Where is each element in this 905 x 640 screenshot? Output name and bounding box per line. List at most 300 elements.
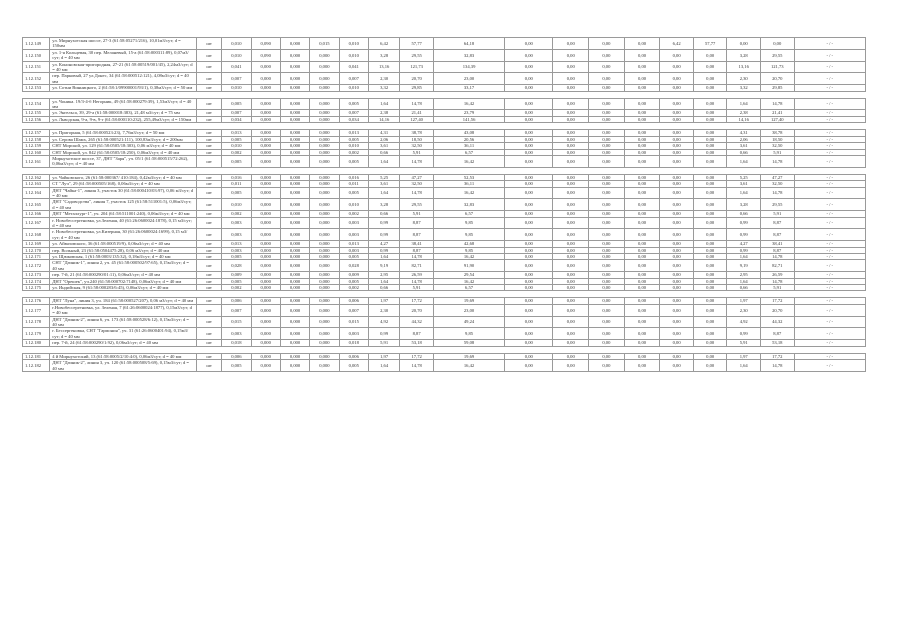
value-cell: 0,000	[310, 61, 339, 73]
value-cell: 0,000	[310, 285, 339, 291]
value-cell: 0,66	[368, 285, 399, 291]
value-cell: 0,018	[339, 340, 368, 346]
value-cell: 0,99	[368, 229, 399, 241]
value-cell: 0,013	[222, 241, 251, 247]
value-cell: 2,38	[368, 110, 399, 116]
value-cell: 0,000	[310, 328, 339, 340]
value-cell: 0,000	[310, 85, 339, 91]
value-cell: 3,32	[368, 85, 399, 91]
row-number-cell: 1.12.174	[23, 278, 50, 284]
unit-cell: шт	[197, 272, 222, 278]
value-cell: 0,010	[222, 199, 251, 211]
value-cell: 0,00	[553, 187, 589, 199]
value-cell: 0,00	[553, 217, 589, 229]
note-cell: - / -	[794, 73, 865, 85]
value-cell: 0,000	[310, 110, 339, 116]
value-cell: 0,00	[624, 61, 660, 73]
value-cell: 0,009	[339, 272, 368, 278]
value-cell: 23,00	[433, 304, 504, 316]
unit-cell: шт	[197, 110, 222, 116]
value-cell: 0,018	[222, 340, 251, 346]
value-cell: 14,78	[400, 360, 434, 372]
value-cell: 14,78	[400, 254, 434, 260]
value-cell: 0,00	[660, 110, 694, 116]
value-cell: 0,00	[624, 130, 660, 136]
value-cell: 0,00	[553, 85, 589, 91]
value-cell: 14,78	[760, 254, 794, 260]
value-cell: 0,00	[693, 136, 727, 142]
value-cell: 0,00	[505, 229, 553, 241]
value-cell: 0,00	[624, 85, 660, 91]
value-cell: 0,00	[553, 174, 589, 180]
value-cell: 0,00	[589, 49, 625, 61]
row-number-cell: 1.12.180	[23, 340, 50, 346]
value-cell: 33,17	[433, 85, 504, 91]
value-cell: 0,015	[339, 316, 368, 328]
value-cell: 1,97	[368, 353, 399, 359]
value-cell: 0,005	[339, 254, 368, 260]
value-cell: 8,87	[760, 328, 794, 340]
value-cell: 0,00	[505, 199, 553, 211]
value-cell: 0,007	[222, 73, 251, 85]
value-cell: 0,003	[222, 328, 251, 340]
value-cell: 0,00	[693, 85, 727, 91]
value-cell: 20,70	[400, 73, 434, 85]
value-cell: 2,95	[368, 272, 399, 278]
section-gap	[23, 291, 866, 298]
value-cell: 0,99	[727, 217, 761, 229]
value-cell: 127,40	[760, 116, 794, 122]
value-cell: 0,00	[693, 260, 727, 272]
unit-cell: шт	[197, 340, 222, 346]
value-cell: 0,00	[589, 304, 625, 316]
unit-cell: шт	[197, 304, 222, 316]
value-cell: 36,11	[433, 143, 504, 149]
value-cell: 18,50	[760, 136, 794, 142]
value-cell: 0,00	[624, 340, 660, 346]
value-cell: 0,00	[693, 247, 727, 253]
value-cell: 0,00	[624, 49, 660, 61]
address-cell: ДНТ "Садоводства", линия 7, участок 125 (61:58:511001:5), 0,06м3/сут; d = 40 мм	[50, 199, 197, 211]
value-cell: 19,69	[433, 353, 504, 359]
value-cell: 0,00	[589, 199, 625, 211]
value-cell: 0,000	[251, 217, 280, 229]
value-cell: 9,85	[433, 328, 504, 340]
value-cell: 3,28	[727, 49, 761, 61]
value-cell: 0,00	[693, 254, 727, 260]
value-cell: 0,00	[553, 199, 589, 211]
value-cell: 0,000	[310, 136, 339, 142]
value-cell: 1,64	[368, 278, 399, 284]
value-cell: 0,00	[660, 254, 694, 260]
value-cell: 16,42	[433, 278, 504, 284]
value-cell: 0,000	[310, 199, 339, 211]
value-cell: 47,27	[760, 174, 794, 180]
value-cell: 0,000	[251, 85, 280, 91]
value-cell: 0,000	[280, 285, 309, 291]
value-cell: 0,015	[310, 38, 339, 50]
value-cell: 0,00	[693, 285, 727, 291]
value-cell: 0,00	[624, 110, 660, 116]
value-cell: 0,028	[222, 260, 251, 272]
value-cell: 6,57	[433, 211, 504, 217]
value-cell: 0,00	[553, 49, 589, 61]
value-cell: 19,69	[433, 298, 504, 304]
value-cell: 0,00	[624, 211, 660, 217]
value-cell: 1,97	[727, 353, 761, 359]
address-cell: ул. Серова Шамх, 265 (61:58:000521:111), 100,83м3/сут; d = 200мм	[50, 136, 197, 142]
value-cell: 0,00	[553, 316, 589, 328]
value-cell: 0,00	[727, 38, 761, 50]
value-cell: 0,000	[280, 316, 309, 328]
value-cell: 0,00	[505, 353, 553, 359]
value-cell: 8,87	[760, 229, 794, 241]
value-cell: 29,55	[760, 199, 794, 211]
value-cell: 0,000	[310, 130, 339, 136]
value-cell: 0,000	[251, 110, 280, 116]
unit-cell: шт	[197, 217, 222, 229]
value-cell: 0,00	[589, 149, 625, 155]
value-cell: 0,000	[310, 187, 339, 199]
value-cell: 0,00	[553, 298, 589, 304]
value-cell: 0,00	[505, 130, 553, 136]
value-cell: 0,00	[660, 229, 694, 241]
note-cell: - / -	[794, 298, 865, 304]
value-cell: 0,00	[589, 340, 625, 346]
value-cell: 0,003	[339, 328, 368, 340]
value-cell: 0,002	[339, 211, 368, 217]
value-cell: 0,00	[624, 149, 660, 155]
value-cell: 0,00	[505, 136, 553, 142]
value-cell: 5,91	[400, 211, 434, 217]
value-cell: 0,007	[339, 73, 368, 85]
address-cell: ул. Чайковского, 26 (61:58:000367/ 410:184), 0,42м3/сут; d = 40 мм	[50, 174, 197, 180]
address-cell: ул. Чоника. 19/3-4-б Негорник, 49 (61:58:000279:39), 1,53м3/сут; d = 40 мм	[50, 98, 197, 110]
value-cell: 42,68	[433, 241, 504, 247]
value-cell: 0,000	[280, 73, 309, 85]
row-number-cell: 1.12.159	[23, 143, 50, 149]
value-cell: 3,28	[368, 49, 399, 61]
value-cell: 0,00	[553, 328, 589, 340]
value-cell: 0,00	[693, 98, 727, 110]
unit-cell: шт	[197, 116, 222, 122]
value-cell: 0,00	[505, 316, 553, 328]
unit-cell: шт	[197, 298, 222, 304]
value-cell: 0,99	[368, 217, 399, 229]
value-cell: 18,50	[400, 136, 434, 142]
value-cell: 0,013	[339, 130, 368, 136]
value-cell: 0,000	[280, 130, 309, 136]
value-cell: 44,32	[400, 316, 434, 328]
value-cell: 0,00	[624, 272, 660, 278]
gap-cell	[23, 167, 866, 174]
value-cell: 17,72	[760, 353, 794, 359]
value-cell: 0,99	[727, 229, 761, 241]
value-cell: 3,61	[368, 181, 399, 187]
value-cell: 0,000	[251, 143, 280, 149]
value-cell: 0,00	[553, 149, 589, 155]
value-cell: 0,000	[251, 340, 280, 346]
value-cell: 0,003	[339, 229, 368, 241]
value-cell: 29,55	[760, 49, 794, 61]
value-cell: 0,007	[222, 110, 251, 116]
unit-cell: шт	[197, 38, 222, 50]
value-cell: 0,00	[505, 211, 553, 217]
value-cell: 0,00	[505, 217, 553, 229]
value-cell: 0,00	[589, 136, 625, 142]
value-cell: 0,00	[589, 229, 625, 241]
value-cell: 5,25	[727, 174, 761, 180]
row-number-cell: 1.12.171	[23, 254, 50, 260]
value-cell: 0,00	[505, 340, 553, 346]
value-cell: 0,005	[339, 187, 368, 199]
note-cell: - / -	[794, 304, 865, 316]
value-cell: 0,034	[339, 116, 368, 122]
value-cell: 6,42	[368, 38, 399, 50]
value-cell: 14,78	[400, 155, 434, 167]
value-cell: 0,010	[339, 38, 368, 50]
value-cell: 5,25	[368, 174, 399, 180]
unit-cell: шт	[197, 254, 222, 260]
value-cell: 0,000	[280, 38, 309, 50]
value-cell: 0,00	[660, 328, 694, 340]
value-cell: 14,78	[760, 187, 794, 199]
value-cell: 141,56	[433, 116, 504, 122]
note-cell: - / -	[794, 272, 865, 278]
value-cell: 14,78	[760, 98, 794, 110]
value-cell: 4,27	[727, 241, 761, 247]
value-cell: 0,00	[693, 61, 727, 73]
value-cell: 0,011	[222, 181, 251, 187]
row-number-cell: 1.12.172	[23, 260, 50, 272]
address-cell: ДНТ "Орешек", уч.240 (61:58:000702:7148), 0,06м3/сут; d = 40 мм	[50, 278, 197, 284]
value-cell: 0,000	[251, 116, 280, 122]
note-cell: - / -	[794, 174, 865, 180]
value-cell: 0,66	[368, 149, 399, 155]
value-cell: 0,00	[505, 110, 553, 116]
value-cell: 0,000	[310, 260, 339, 272]
value-cell: 0,00	[660, 155, 694, 167]
value-cell: 32,83	[433, 49, 504, 61]
table-row	[23, 187, 866, 199]
value-cell: 0,041	[339, 61, 368, 73]
row-number-cell: 1.12.179	[23, 328, 50, 340]
value-cell: 0,010	[339, 143, 368, 149]
value-cell: 0,00	[693, 149, 727, 155]
table-row	[23, 49, 866, 61]
unit-cell: шт	[197, 149, 222, 155]
address-cell: г. Новобессергеновка, ул.Зеленая, 40 (61:26:0600024:1878), 0,15 м3/сут; d = 40 мм	[50, 217, 197, 229]
value-cell: 0,000	[251, 174, 280, 180]
value-cell: 121,73	[760, 61, 794, 73]
value-cell: 5,91	[760, 211, 794, 217]
value-cell: 0,00	[505, 272, 553, 278]
value-cell: 36,11	[433, 181, 504, 187]
value-cell: 0,00	[505, 155, 553, 167]
value-cell: 0,000	[251, 155, 280, 167]
value-cell: 0,000	[280, 304, 309, 316]
row-number-cell: 1.12.166	[23, 211, 50, 217]
value-cell: 0,000	[280, 272, 309, 278]
value-cell: 0,005	[339, 136, 368, 142]
unit-cell: шт	[197, 136, 222, 142]
value-cell: 0,00	[553, 130, 589, 136]
value-cell: 0,66	[727, 285, 761, 291]
value-cell: 0,00	[553, 73, 589, 85]
address-cell: СНТ Морской, ул. 129 (61:58:0505/18:303), 0,06 м3/сут; d = 40 мм	[50, 143, 197, 149]
value-cell: 17,72	[760, 298, 794, 304]
row-number-cell: 1.12.155	[23, 110, 50, 116]
value-cell: 0,000	[251, 353, 280, 359]
value-cell: 0,00	[660, 143, 694, 149]
value-cell: 52,53	[433, 174, 504, 180]
value-cell: 0,00	[505, 298, 553, 304]
value-cell: 0,005	[339, 278, 368, 284]
value-cell: 0,000	[280, 278, 309, 284]
value-cell: 0,00	[553, 340, 589, 346]
value-cell: 0,003	[339, 247, 368, 253]
value-cell: 0,00	[505, 285, 553, 291]
value-cell: 0,002	[222, 211, 251, 217]
value-cell: 0,000	[310, 229, 339, 241]
value-cell: 14,78	[400, 278, 434, 284]
value-cell: 0,00	[624, 241, 660, 247]
value-cell: 0,005	[222, 187, 251, 199]
value-cell: 26,59	[760, 272, 794, 278]
value-cell: 0,000	[310, 353, 339, 359]
value-cell: 134,39	[433, 61, 504, 73]
note-cell: - / -	[794, 130, 865, 136]
value-cell: 20,56	[433, 136, 504, 142]
value-cell: 0,000	[310, 241, 339, 247]
value-cell: 0,010	[339, 199, 368, 211]
value-cell: 0,00	[505, 38, 553, 50]
address-cell: СНТ Морской, ул. 842 (61:58:0505/18:250), 0,06м3/сут; d = 40 мм	[50, 149, 197, 155]
value-cell: 0,010	[222, 38, 251, 50]
value-cell: 29,54	[433, 272, 504, 278]
unit-cell: шт	[197, 211, 222, 217]
value-cell: 0,006	[222, 298, 251, 304]
value-cell: 0,00	[660, 130, 694, 136]
note-cell: - / -	[794, 328, 865, 340]
value-cell: 0,000	[280, 85, 309, 91]
value-cell: 5,91	[368, 340, 399, 346]
value-cell: 0,013	[339, 241, 368, 247]
value-cell: 21,41	[760, 110, 794, 116]
value-cell: 0,00	[624, 143, 660, 149]
value-cell: 0,000	[251, 328, 280, 340]
value-cell: 0,00	[589, 254, 625, 260]
connection-cost-table	[22, 37, 866, 372]
value-cell: 0,00	[660, 217, 694, 229]
address-cell: ДНТ "Металлург-1", уч. 204 (61:58:511001:240), 0,06м3/сут; d = 40 мм	[50, 211, 197, 217]
value-cell: 0,000	[310, 149, 339, 155]
value-cell: 0,003	[222, 229, 251, 241]
value-cell: 0,005	[339, 98, 368, 110]
value-cell: 14,78	[760, 155, 794, 167]
unit-cell: шт	[197, 316, 222, 328]
value-cell: 0,00	[553, 110, 589, 116]
value-cell: 57,77	[693, 38, 727, 50]
value-cell: 0,002	[222, 285, 251, 291]
table-row	[23, 217, 866, 229]
gap-cell	[23, 346, 866, 353]
value-cell: 16,42	[433, 155, 504, 167]
value-cell: 0,00	[505, 254, 553, 260]
value-cell: 0,005	[222, 136, 251, 142]
value-cell: 0,00	[693, 353, 727, 359]
table-row	[23, 360, 866, 372]
value-cell: 0,00	[624, 316, 660, 328]
value-cell: 0,000	[310, 73, 339, 85]
note-cell: - / -	[794, 181, 865, 187]
value-cell: 8,87	[400, 229, 434, 241]
value-cell: 0,00	[505, 278, 553, 284]
value-cell: 16,42	[433, 98, 504, 110]
value-cell: 0,000	[280, 241, 309, 247]
value-cell: 0,090	[251, 38, 280, 50]
value-cell: 0,00	[693, 316, 727, 328]
note-cell: - / -	[794, 260, 865, 272]
row-number-cell: 1.12.173	[23, 272, 50, 278]
value-cell: 2,30	[727, 73, 761, 85]
value-cell: 0,99	[368, 247, 399, 253]
value-cell: 0,00	[693, 298, 727, 304]
value-cell: 0,005	[222, 98, 251, 110]
value-cell: 0,000	[280, 61, 309, 73]
value-cell: 0,028	[339, 260, 368, 272]
value-cell: 0,000	[310, 254, 339, 260]
value-cell: 91,90	[433, 260, 504, 272]
value-cell: 0,000	[310, 116, 339, 122]
value-cell: 0,000	[251, 278, 280, 284]
value-cell: 0,000	[310, 298, 339, 304]
unit-cell: шт	[197, 174, 222, 180]
value-cell: 3,28	[368, 199, 399, 211]
value-cell: 0,005	[222, 155, 251, 167]
value-cell: 0,00	[693, 272, 727, 278]
value-cell: 3,61	[727, 143, 761, 149]
value-cell: 5,91	[400, 285, 434, 291]
value-cell: 0,00	[660, 260, 694, 272]
value-cell: 0,000	[251, 211, 280, 217]
value-cell: 0,000	[251, 181, 280, 187]
unit-cell: шт	[197, 247, 222, 253]
value-cell: 8,87	[760, 247, 794, 253]
value-cell: 0,00	[589, 298, 625, 304]
value-cell: 0,00	[589, 130, 625, 136]
value-cell: 5,91	[400, 149, 434, 155]
value-cell: 64,18	[433, 38, 504, 50]
value-cell: 0,00	[589, 241, 625, 247]
row-number-cell: 1.12.175	[23, 285, 50, 291]
value-cell: 0,00	[589, 181, 625, 187]
value-cell: 16,42	[433, 254, 504, 260]
value-cell: 0,003	[222, 247, 251, 253]
value-cell: 0,007	[339, 110, 368, 116]
value-cell: 0,00	[589, 61, 625, 73]
value-cell: 0,000	[310, 181, 339, 187]
value-cell: 8,87	[400, 328, 434, 340]
value-cell: 0,00	[553, 98, 589, 110]
value-cell: 6,57	[433, 149, 504, 155]
note-cell: - / -	[794, 285, 865, 291]
value-cell: 0,00	[660, 136, 694, 142]
value-cell: 0,00	[505, 328, 553, 340]
value-cell: 2,06	[368, 136, 399, 142]
value-cell: 0,000	[251, 316, 280, 328]
value-cell: 9,85	[433, 229, 504, 241]
